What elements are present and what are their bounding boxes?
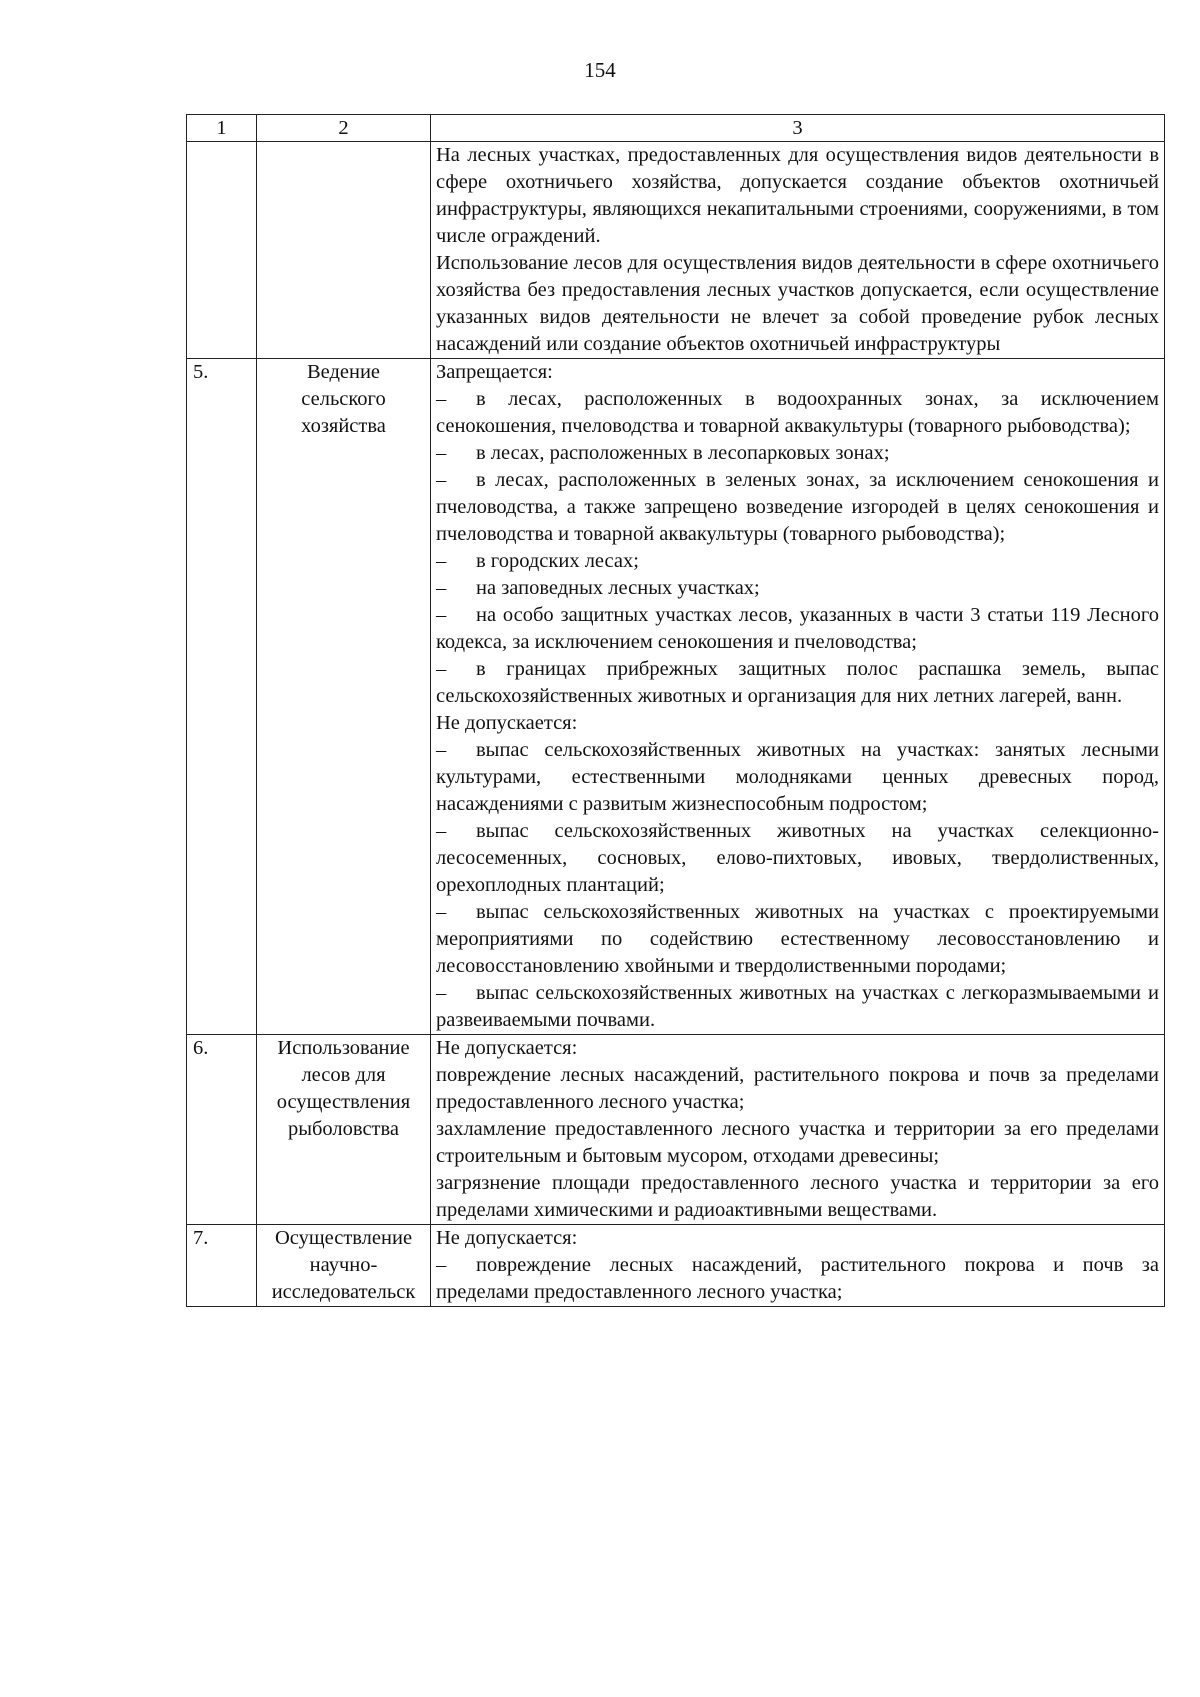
dash-bullet: – — [436, 901, 447, 923]
dash-bullet: – — [436, 442, 447, 464]
activity-name-line: Использование — [277, 1037, 410, 1059]
restrictions-text — [431, 1225, 1165, 1307]
activity-name-line: Ведение — [306, 361, 381, 383]
list-item — [436, 386, 1159, 440]
dash-bullet: – — [436, 739, 447, 761]
restrictions-text — [431, 142, 1165, 359]
row-number: 6. — [187, 1035, 257, 1225]
list-item-text: выпас сельскохозяйственных животных на участках с легкоразмываемыми и развеиваемыми почвами. — [436, 982, 1159, 1031]
dash-bullet: – — [436, 820, 447, 842]
list-item-text: выпас сельскохозяйственных животных на участках: занятых лесными культурами, естественными молодняками ценных древесных пород, насаждениями с развитым жизнеспособным подростом; — [436, 739, 1159, 815]
dash-bullet: – — [436, 388, 447, 410]
activity-name — [257, 1225, 431, 1307]
table-row — [187, 1225, 1165, 1307]
list-item — [436, 467, 1159, 548]
regulation-table — [186, 114, 1165, 1307]
row-number — [187, 142, 257, 359]
restrictions-text — [431, 1035, 1165, 1225]
header-cell-3: 3 — [431, 115, 1165, 142]
list-item — [436, 656, 1159, 710]
activity-name-line: лесов для — [301, 1064, 386, 1086]
activity-name-line: научно- — [309, 1254, 378, 1276]
table-row — [187, 1035, 1165, 1225]
list-item — [436, 1252, 1159, 1306]
list-item-text: повреждение лесных насаждений, растительного покрова и почв за пределами предоставленного лесного участка; — [436, 1254, 1159, 1303]
activity-name — [257, 359, 431, 1035]
list-item-text: в городских лесах; — [476, 550, 639, 572]
paragraph: На лесных участках, предоставленных для осуществления видов деятельности в сфере охотничьего хозяйства, допускается создание объектов охотничьей инфраструктуры, являющихся некапитальными строениями, сооружениями, в том числе ограждений. — [436, 144, 1159, 247]
paragraph: Не допускается: — [436, 1227, 578, 1249]
activity-name-line: хозяйства — [301, 415, 386, 437]
activity-name-line: сельского — [301, 388, 386, 410]
row-number: 5. — [187, 359, 257, 1035]
activity-name-line: рыболовства — [287, 1118, 400, 1140]
paragraph: загрязнение площади предоставленного лесного участка и территории за его пределами химическими и радиоактивными веществами. — [436, 1172, 1159, 1221]
row-number: 7. — [187, 1225, 257, 1307]
dash-bullet: – — [436, 1254, 447, 1276]
activity-name — [257, 1035, 431, 1225]
paragraph: Не допускается: — [436, 1037, 578, 1059]
activity-name — [257, 142, 431, 359]
paragraph: Запрещается: — [436, 361, 553, 383]
header-cell-2: 2 — [257, 115, 431, 142]
table-header-row — [187, 115, 1165, 142]
table-row — [187, 142, 1165, 359]
list-item — [436, 602, 1159, 656]
list-item — [436, 548, 1159, 575]
paragraph: Использование лесов для осуществления видов деятельности в сфере охотничьего хозяйства без предоставления лесных участков допускается, если осуществление указанных видов деятельности не влечет за собой проведение рубок лесных насаждений или создание объектов охотничьей инфраструктуры — [436, 252, 1159, 355]
list-item-text: на особо защитных участках лесов, указанных в части 3 статьи 119 Лесного кодекса, за исключением сенокошения и пчеловодства; — [436, 604, 1159, 653]
list-item — [436, 980, 1159, 1034]
page-number: 154 — [584, 58, 616, 82]
paragraph: Не допускается: — [436, 712, 578, 734]
list-item-text: в лесах, расположенных в лесопарковых зонах; — [476, 442, 890, 464]
dash-bullet: – — [436, 469, 447, 491]
dash-bullet: – — [436, 658, 447, 680]
list-item — [436, 899, 1159, 980]
list-item — [436, 575, 1159, 602]
activity-name-line: осуществления — [276, 1091, 411, 1113]
dash-bullet: – — [436, 982, 447, 1004]
list-item-text: в границах прибрежных защитных полос распашка земель, выпас сельскохозяйственных животных и организация для них летних лагерей, ванн. — [436, 658, 1159, 707]
header-cell-1: 1 — [187, 115, 257, 142]
list-item — [436, 818, 1159, 899]
paragraph: повреждение лесных насаждений, растительного покрова и почв за пределами предоставленного лесного участка; — [436, 1064, 1159, 1113]
table-row — [187, 359, 1165, 1035]
activity-name-line: Осуществление — [274, 1227, 413, 1249]
list-item — [436, 440, 1159, 467]
dash-bullet: – — [436, 604, 447, 626]
restrictions-text — [431, 359, 1165, 1035]
activity-name-line: исследовательск — [271, 1281, 416, 1303]
list-item — [436, 737, 1159, 818]
dash-bullet: – — [436, 550, 447, 572]
paragraph: захламление предоставленного лесного участка и территории за его пределами строительным и бытовым мусором, отходами древесины; — [436, 1118, 1159, 1167]
list-item-text: в лесах, расположенных в зеленых зонах, за исключением сенокошения и пчеловодства, а также запрещено возведение изгородей в целях сенокошения и пчеловодства и товарной аквакультуры (товарного рыбоводства); — [436, 469, 1159, 545]
list-item-text: выпас сельскохозяйственных животных на участках с проектируемыми мероприятиями по содействию естественному лесовосстановлению и лесовосстановлению хвойными и твердолиственными породами; — [436, 901, 1159, 977]
list-item-text: на заповедных лесных участках; — [476, 577, 760, 599]
dash-bullet: – — [436, 577, 447, 599]
list-item-text: выпас сельскохозяйственных животных на участках селекционно-лесосеменных, сосновых, елово-пихтовых, ивовых, твердолиственных, орехоплодных плантаций; — [436, 820, 1159, 896]
list-item-text: в лесах, расположенных в водоохранных зонах, за исключением сенокошения, пчеловодства и товарной аквакультуры (товарного рыбоводства); — [436, 388, 1159, 437]
